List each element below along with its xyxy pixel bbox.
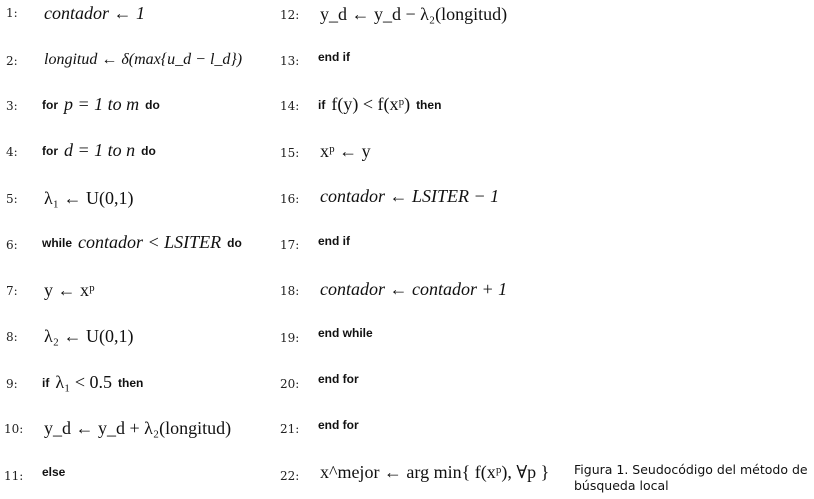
line-number: 18:	[280, 284, 300, 298]
code-line	[42, 232, 248, 253]
keyword: else	[42, 465, 66, 479]
code-line: longitud ← δ(max{u_d − l_d})	[44, 51, 243, 68]
code-line	[318, 50, 356, 64]
math-expression: f(y) < f(xᵖ)	[331, 94, 411, 114]
code-line	[318, 234, 356, 248]
code-line	[318, 418, 365, 432]
code-line: y ← xᵖ	[44, 280, 95, 300]
line-number: 4:	[6, 145, 18, 159]
keyword: end if	[318, 234, 350, 248]
code-line	[42, 140, 162, 161]
line-number: 2:	[6, 54, 18, 68]
code-line: xᵖ ← y	[320, 141, 371, 161]
line-number: 5:	[6, 192, 18, 206]
keyword: end while	[318, 326, 373, 340]
keyword: for	[42, 97, 58, 112]
code-line	[318, 94, 447, 115]
code-line	[318, 372, 365, 386]
code-line	[318, 326, 379, 340]
keyword: do	[227, 235, 242, 250]
keyword: do	[145, 97, 160, 112]
line-number: 16:	[280, 192, 300, 206]
keyword: while	[42, 235, 73, 250]
line-number: 8:	[6, 330, 18, 344]
keyword: end if	[318, 50, 350, 64]
line-number: 19:	[280, 331, 300, 345]
line-number: 20:	[280, 377, 300, 391]
keyword: end for	[318, 372, 359, 386]
math-expression: contador < LSITER	[78, 232, 222, 252]
keyword: end for	[318, 418, 359, 432]
code-line: contador ← LSITER − 1	[320, 186, 500, 206]
line-number: 3:	[6, 99, 18, 113]
keyword: for	[42, 143, 58, 158]
keyword: then	[118, 375, 144, 390]
line-number: 9:	[6, 377, 18, 391]
line-number: 11:	[4, 469, 24, 483]
line-number: 14:	[280, 99, 300, 113]
code-line: x^mejor ← arg min{ f(xᵖ), ∀p }	[320, 462, 550, 482]
code-line	[42, 94, 166, 115]
line-number: 21:	[280, 422, 300, 436]
keyword: do	[141, 143, 156, 158]
keyword: then	[416, 97, 442, 112]
code-line	[42, 372, 149, 393]
code-line: contador ← 1	[44, 3, 145, 23]
math-expression: d = 1 to n	[64, 140, 136, 160]
line-number: 22:	[280, 469, 300, 483]
code-line: λ₂ ← U(0,1)	[44, 326, 134, 346]
line-number: 1:	[6, 6, 18, 20]
keyword: if	[318, 97, 326, 112]
code-line: y_d ← y_d + λ₂(longitud)	[44, 418, 232, 438]
line-number: 7:	[6, 284, 18, 298]
line-number: 17:	[280, 238, 300, 252]
keyword: if	[42, 375, 50, 390]
line-number: 12:	[280, 8, 300, 22]
code-line: y_d ← y_d − λ₂(longitud)	[320, 4, 508, 24]
math-expression: p = 1 to m	[64, 94, 140, 114]
code-line: contador ← contador + 1	[320, 279, 508, 299]
code-line: λ₁ ← U(0,1)	[44, 188, 134, 208]
figure-caption: Figura 1. Seudocódigo del método de búsqueda local	[574, 462, 808, 493]
code-line	[42, 465, 71, 479]
line-number: 6:	[6, 238, 18, 252]
line-number: 13:	[280, 54, 300, 68]
math-expression: λ₁ < 0.5	[55, 372, 112, 392]
line-number: 15:	[280, 146, 300, 160]
line-number: 10:	[4, 422, 24, 436]
